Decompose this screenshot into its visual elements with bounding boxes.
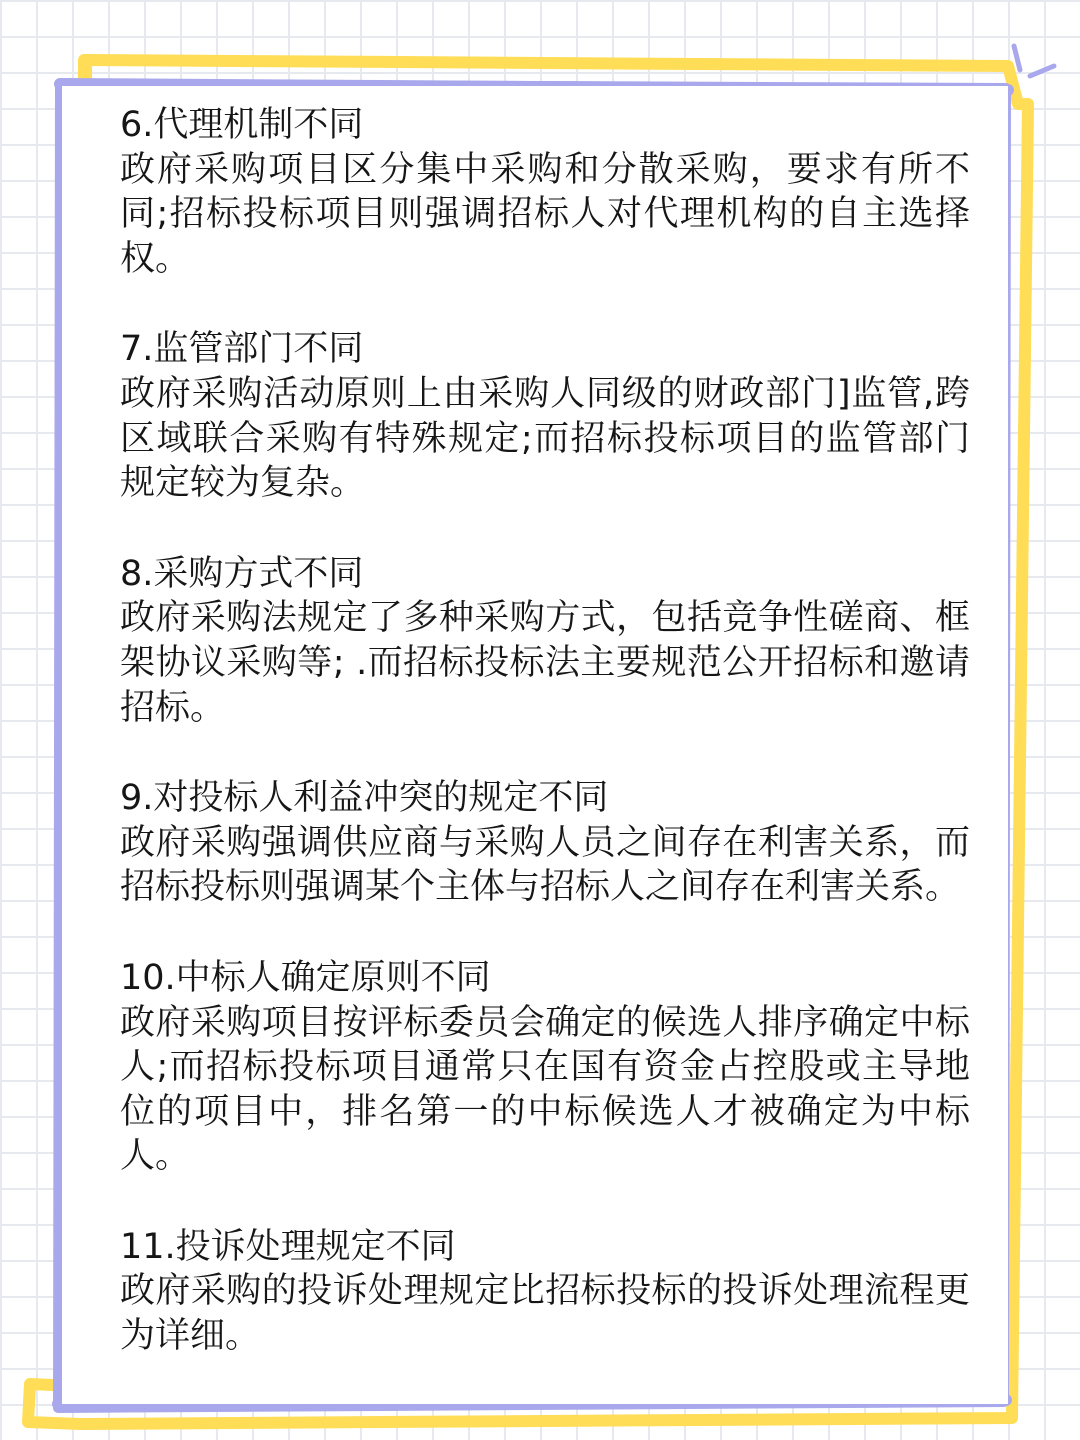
section-heading: 7.监管部门不同 [120,329,364,370]
section-6 [120,103,970,281]
section-body: 政府采购项目按评标委员会确定的候选人排序确定中标人;而招标投标项目通常只在国有资金占控股或主导地位的项目中，排名第一的中标候选人才被确定为中标人。 [120,1002,970,1177]
section-heading: 10.中标人确定原则不同 [120,957,491,998]
article-content [120,103,970,1405]
section-heading: 8.采购方式不同 [120,553,364,594]
sparkle-line-2 [1030,66,1054,76]
section-heading: 6.代理机制不同 [120,105,364,145]
section-body: 政府采购法规定了多种采购方式，包括竞争性磋商、框架协议采购等; .而招标投标法主要规范公开招标和邀请招标。 [120,598,970,728]
section-body: 政府采购强调供应商与采购人员之间存在利害关系，而招标投标则强调某个主体与招标人之间存在利害关系。 [120,822,970,908]
section-body: 政府采购活动原则上由采购人同级的财政部门]监管,跨区域联合采购有特殊规定;而招标投标项目的监管部门规定较为复杂。 [120,373,970,504]
section-heading: 9.对投标人利益冲突的规定不同 [120,778,609,819]
section-8 [120,552,970,730]
section-11 [120,1225,970,1359]
section-heading: 11.投诉处理规定不同 [120,1226,456,1267]
section-7 [120,327,970,505]
section-body: 政府采购项目区分集中采购和分散采购，要求有所不同;招标投标项目则强调招标人对代理机构的自主选择权。 [120,149,970,279]
section-9 [120,776,970,910]
section-10 [120,956,970,1179]
sparkle-line-1 [1014,46,1020,70]
section-body: 政府采购的投诉处理规定比招标投标的投诉处理流程更为详细。 [120,1271,970,1357]
